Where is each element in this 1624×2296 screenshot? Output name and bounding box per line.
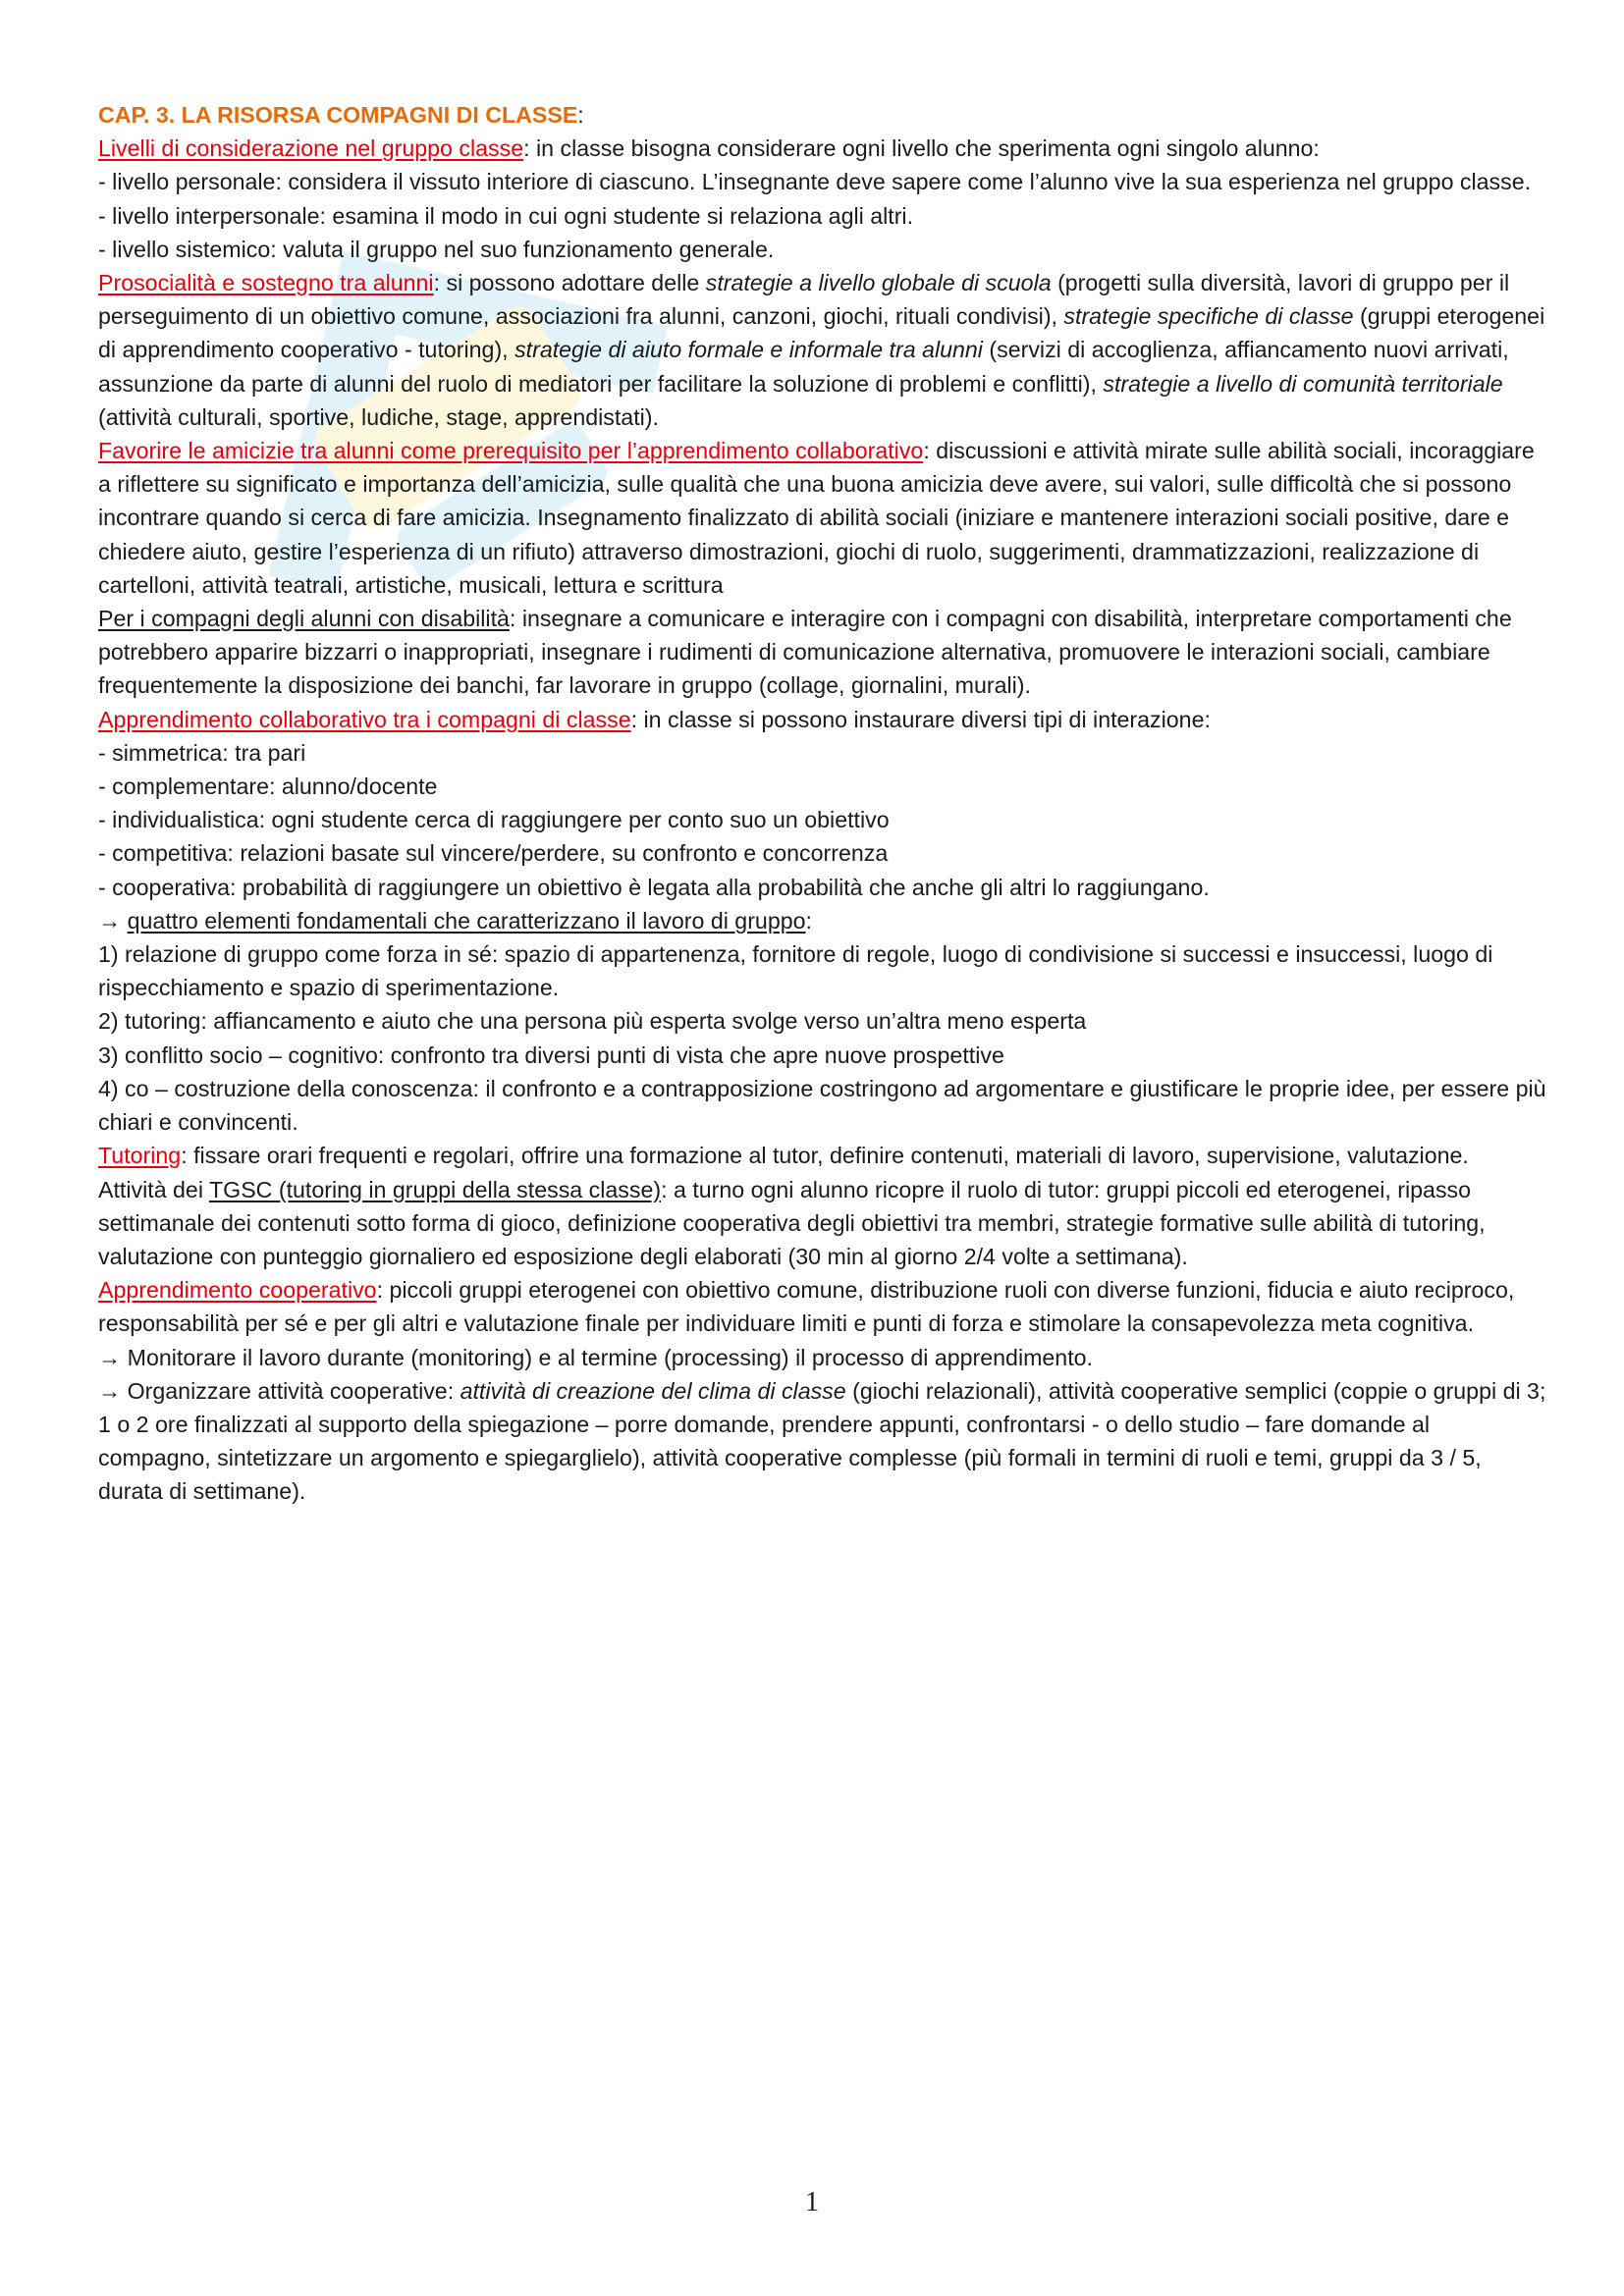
chapter-title: CAP. 3. LA RISORSA COMPAGNI DI CLASSE:: [98, 102, 584, 128]
organizzare-line: → Organizzare attività cooperative: attività di creazione del clima di classe (giochi relazionali), attività cooperative semplici (coppie o gruppi di 3; 1 o 2 ore finalizzati al supporto della spiegazione – porre domande, prendere appunti, confrontarsi - o dello studio – fare domande al compagno, sintetizzare un argomento e spiegarglielo), attività cooperative complesse (più formali in termini di ruoli e temi, gruppi da 3 / 5, durata di settimane).: [98, 1377, 1546, 1505]
tgsc-section: Attività dei TGSC (tutoring in gruppi della stessa classe): a turno ogni alunno ricopre il ruolo di tutor: gruppi piccoli ed eterogenei, ripasso settimanale dei contenuti sotto forma di gioco, definizione cooperativa degli obiettivi tra membri, strategie formative sulle abilità di tutoring, valutazione con punteggio giornaliero ed esposizione degli elaborati (30 min al giorno 2/4 volte a settimana).: [98, 1176, 1486, 1269]
livelli-heading: Livelli di considerazione nel gruppo classe: [98, 135, 524, 162]
list-item: 4) co – costruzione della conoscenza: il confronto e a contrapposizione costringono ad argomentare e giustificare le proprie idee, per essere più chiari e convincenti.: [98, 1075, 1546, 1136]
arrow-icon: →: [98, 907, 122, 934]
page-number: 1: [805, 2187, 819, 2217]
list-item: - cooperativa: probabilità di raggiungere un obiettivo è legata alla probabilità che anche gli altri lo raggiungano.: [98, 874, 1210, 900]
list-item: - livello interpersonale: esamina il modo in cui ogni studente si relaziona agli altri.: [98, 202, 914, 229]
tutoring-section: Tutoring: fissare orari frequenti e regolari, offrire una formazione al tutor, definire contenuti, materiali di lavoro, supervisione, valutazione.: [98, 1143, 1469, 1169]
list-item: - simmetrica: tra pari: [98, 739, 306, 766]
list-item: - livello personale: considera il vissuto interiore di ciascuno. L’insegnante deve sapere come l’alunno vive la sua esperienza nel gruppo classe.: [98, 169, 1532, 195]
amicizie-section: Favorire le amicizie tra alunni come prerequisito per l’apprendimento collaborativo: discussioni e attività mirate sulle abilità sociali, incoraggiare a riflettere su significato e importanza dell’amicizia, sulle qualità che una buona amicizia deve avere, sui valori, sulle difficoltà che si possono incontrare quando si cerca di fare amicizia. Insegnamento finalizzato di abilità sociali (iniziare e mantenere interazioni sociali positive, dare e chiedere aiuto, gestire l’esperienza di un rifiuto) attraverso dimostrazioni, giochi di ruolo, suggerimenti, drammatizzazioni, realizzazione di cartelloni, attività teatrali, artistiche, musicali, lettura e scrittura: [98, 438, 1535, 598]
cooperativo-section: Apprendimento cooperativo: piccoli gruppi eterogenei con obiettivo comune, distribuzione ruoli con diverse funzioni, fiducia e aiuto reciproco, responsabilità per sé e per gli altri e valutazione finale per individuare limiti e punti di forza e stimolare la consapevolezza meta cognitiva.: [98, 1277, 1515, 1337]
list-item: - livello sistemico: valuta il gruppo nel suo funzionamento generale.: [98, 236, 775, 262]
document-body: [98, 98, 1547, 1509]
prosocialita-section: Prosocialità e sostegno tra alunni: si possono adottare delle strategie a livello globale di scuola (progetti sulla diversità, lavori di gruppo per il perseguimento di un obiettivo comune, associazioni fra alunni, canzoni, giochi, rituali condivisi), strategie specifiche di classe (gruppi eterogenei di apprendimento cooperativo - tutoring), strategie di aiuto formale e informale tra alunni (servizi di accoglienza, affiancamento nuovi arrivati, assunzione da parte di alunni del ruolo di mediatori per facilitare la soluzione di problemi e conflitti), strategie a livello di comunità territoriale (attività culturali, sportive, ludiche, stage, apprendistati).: [98, 270, 1545, 430]
collaborativo-section: Apprendimento collaborativo tra i compagni di classe: in classe si possono instaurare diversi tipi di interazione:: [98, 706, 1211, 732]
list-item: 1) relazione di gruppo come forza in sé: spazio di appartenenza, fornitore di regole, luogo di condivisione si successi e insuccessi, luogo di rispecchiamento e spazio di sperimentazione.: [98, 941, 1493, 1001]
disabilita-heading: Per i compagni degli alunni con disabilità: [98, 606, 510, 632]
elements-subheading: → quattro elementi fondamentali che caratterizzano il lavoro di gruppo:: [98, 907, 812, 934]
arrow-icon: →: [98, 1344, 122, 1370]
tutoring-heading: Tutoring: [98, 1143, 182, 1169]
livelli-section: Livelli di considerazione nel gruppo classe: in classe bisogna considerare ogni livello che sperimenta ogni singolo alunno:: [98, 135, 1320, 162]
cooperativo-heading: Apprendimento cooperativo: [98, 1277, 377, 1304]
collaborativo-heading: Apprendimento collaborativo tra i compagni di classe: [98, 706, 631, 732]
list-item: 2) tutoring: affiancamento e aiuto che una persona più esperta svolge verso un’altra meno esperta: [98, 1008, 1087, 1035]
list-item: - complementare: alunno/docente: [98, 774, 438, 800]
monitoring-line: → Monitorare il lavoro durante (monitoring) e al termine (processing) il processo di apprendimento.: [98, 1344, 1093, 1370]
disabilita-section: Per i compagni degli alunni con disabilità: insegnare a comunicare e interagire con i compagni con disabilità, interpretare comportamenti che potrebbero apparire bizzarri o inappropriati, insegnare i rudimenti di comunicazione alternativa, promuovere le interazioni sociali, cambiare frequentemente la disposizione dei banchi, far lavorare in gruppo (collage, giornalini, murali).: [98, 606, 1512, 699]
arrow-icon: →: [98, 1377, 122, 1404]
tgsc-heading: TGSC (tutoring in gruppi della stessa classe): [209, 1176, 662, 1202]
prosocialita-heading: Prosocialità e sostegno tra alunni: [98, 270, 434, 296]
amicizie-heading: Favorire le amicizie tra alunni come prerequisito per l’apprendimento collaborativo: [98, 438, 924, 464]
list-item: 3) conflitto socio – cognitivo: confronto tra diversi punti di vista che apre nuove prospettive: [98, 1041, 1004, 1068]
list-item: - individualistica: ogni studente cerca di raggiungere per conto suo un obiettivo: [98, 807, 890, 833]
list-item: - competitiva: relazioni basate sul vincere/perdere, su confronto e concorrenza: [98, 840, 889, 867]
